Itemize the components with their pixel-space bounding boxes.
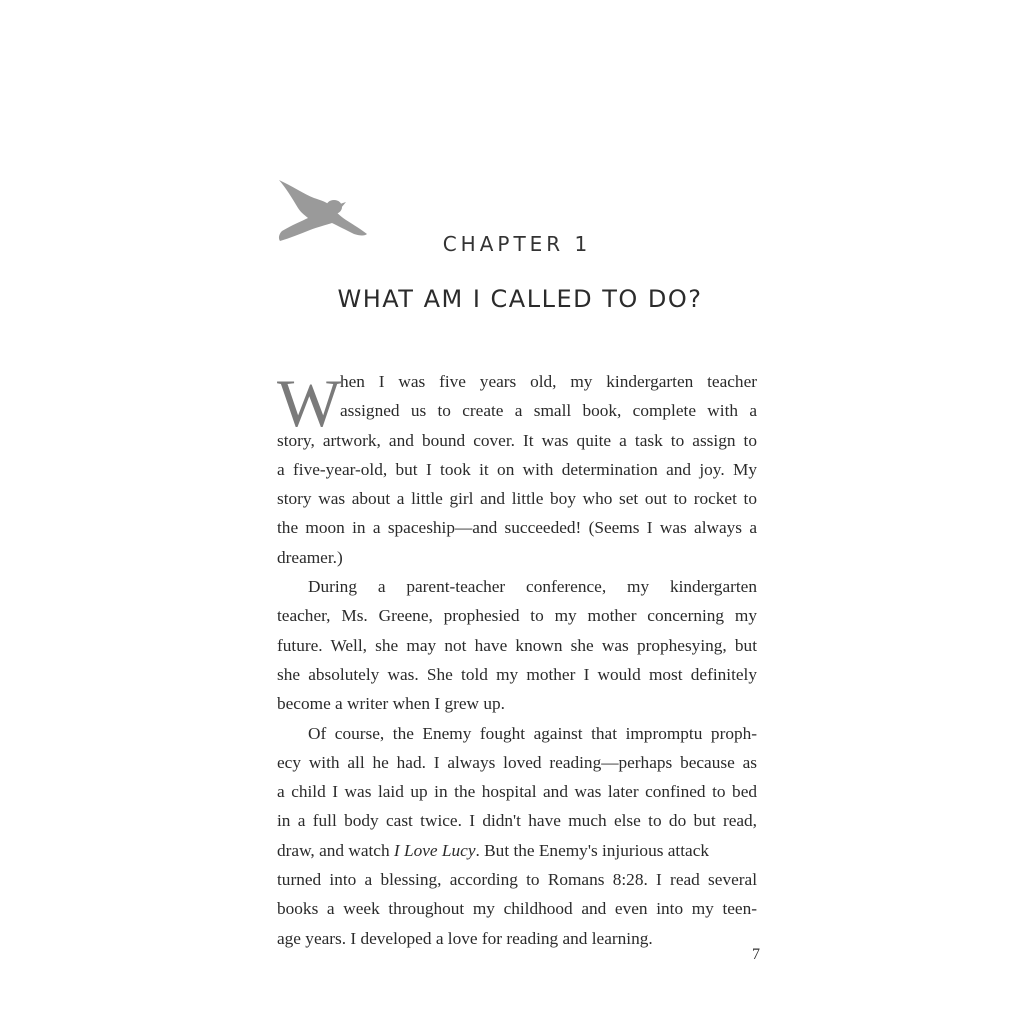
body-line: books a week throughout my childhood and even into my teen-: [277, 899, 757, 919]
chapter-body: [277, 367, 757, 953]
body-line: become a writer when I grew up.: [277, 694, 505, 714]
body-line: the moon in a spaceship—and succeeded! (Seems I was always a: [277, 518, 757, 538]
body-line: story, artwork, and bound cover. It was quite a task to assign to: [277, 430, 757, 450]
body-line: story was about a little girl and little boy who set out to rocket to: [277, 489, 757, 509]
body-line: hen I was five years old, my kindergarten teacher: [340, 372, 757, 391]
chapter-title: WHAT AM I CALLED TO DO?: [337, 285, 703, 313]
body-line: a five-year-old, but I took it on with determination and joy. My: [277, 459, 757, 479]
page-number: 7: [752, 946, 760, 963]
body-line: assigned us to create a small book, complete with a: [340, 401, 757, 421]
body-line: During a parent-teacher conference, my kindergarten: [308, 577, 757, 597]
body-line: Of course, the Enemy fought against that impromptu proph-: [308, 723, 757, 743]
body-line-text: draw, and watch: [277, 840, 394, 860]
body-line: turned into a blessing, according to Romans 8:28. I read several: [277, 870, 757, 890]
body-line: teacher, Ms. Greene, prophesied to my mother concerning my: [277, 606, 757, 626]
body-line: ecy with all he had. I always loved reading—perhaps because as: [277, 752, 757, 772]
body-line: future. Well, she may not have known she was prophesying, but: [277, 635, 757, 655]
body-line: [277, 836, 757, 865]
body-line-text: . But the Enemy's injurious attack: [475, 840, 710, 860]
body-line: she absolutely was. She told my mother I would most definitely: [277, 664, 757, 684]
body-line: a child I was laid up in the hospital and was later confined to bed: [277, 782, 757, 802]
body-line: age years. I developed a love for reading and learning.: [277, 928, 653, 948]
book-title-italic: I Love Lucy: [393, 840, 476, 860]
drop-cap: W: [277, 365, 342, 441]
body-line: dreamer.): [277, 547, 343, 567]
chapter-label: CHAPTER 1: [442, 232, 592, 256]
body-line: in a full body cast twice. I didn't have much else to do but read,: [277, 811, 757, 831]
